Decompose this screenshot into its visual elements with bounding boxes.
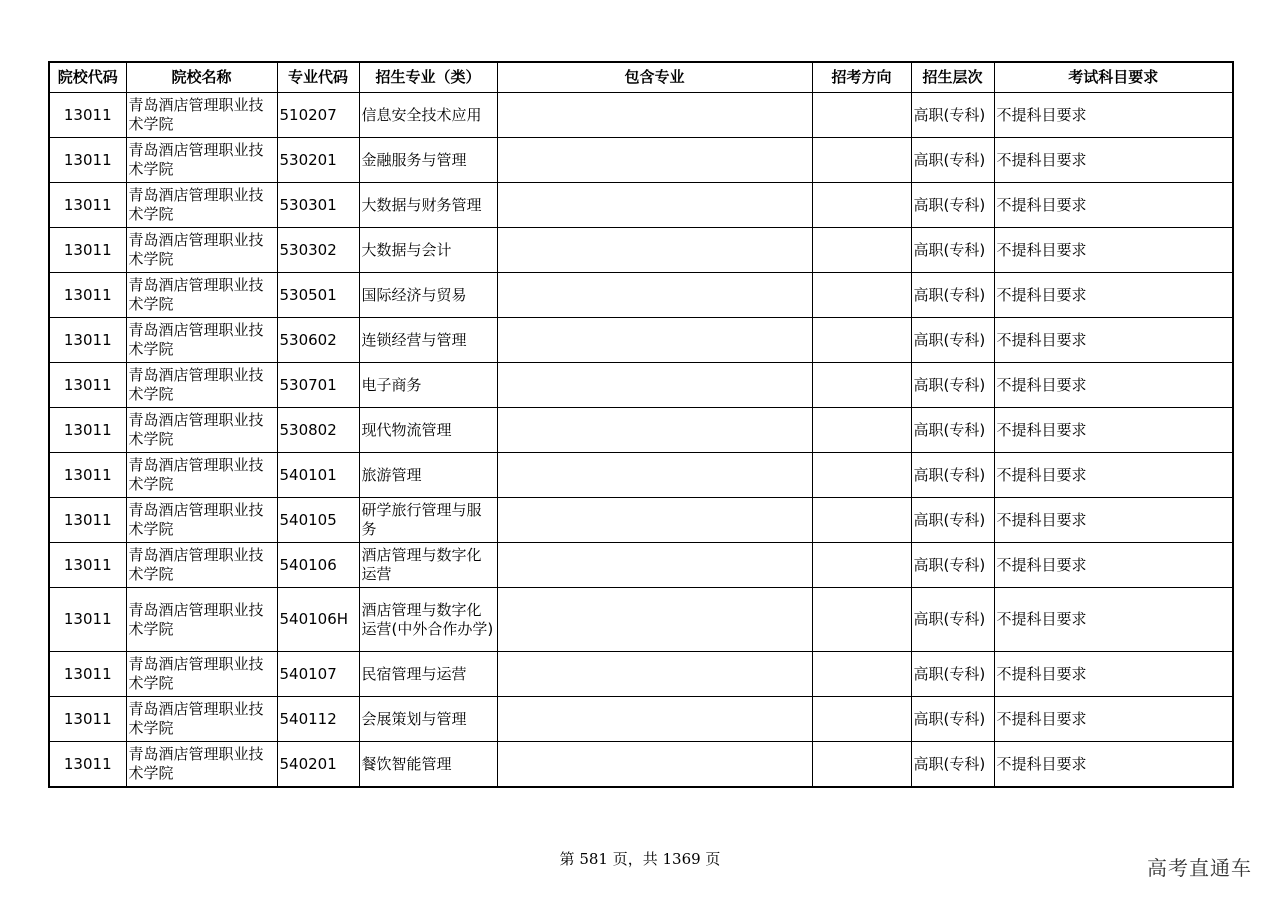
cell-major-code: 530802 <box>277 408 359 453</box>
table-row <box>49 318 1233 363</box>
cell-school-name: 青岛酒店管理职业技术学院 <box>126 363 277 408</box>
cell-level: 高职(专科) <box>911 228 994 273</box>
cell-school-code: 13011 <box>49 543 126 588</box>
cell-included <box>497 697 812 742</box>
cell-included <box>497 138 812 183</box>
cell-school-code: 13011 <box>49 652 126 697</box>
cell-major: 国际经济与贸易 <box>359 273 497 318</box>
cell-direction <box>812 697 911 742</box>
cell-requirement: 不提科目要求 <box>994 363 1233 408</box>
header-direction: 招考方向 <box>812 62 911 93</box>
cell-included <box>497 588 812 652</box>
header-included: 包含专业 <box>497 62 812 93</box>
cell-school-code: 13011 <box>49 183 126 228</box>
cell-major: 餐饮智能管理 <box>359 742 497 788</box>
cell-requirement: 不提科目要求 <box>994 453 1233 498</box>
table-row <box>49 453 1233 498</box>
table-row <box>49 273 1233 318</box>
header-school-code: 院校代码 <box>49 62 126 93</box>
table-row <box>49 138 1233 183</box>
cell-included <box>497 363 812 408</box>
header-school-name: 院校名称 <box>126 62 277 93</box>
cell-school-name: 青岛酒店管理职业技术学院 <box>126 498 277 543</box>
cell-level: 高职(专科) <box>911 93 994 138</box>
header-major-code: 专业代码 <box>277 62 359 93</box>
cell-major-code: 540106H <box>277 588 359 652</box>
cell-level: 高职(专科) <box>911 318 994 363</box>
cell-direction <box>812 652 911 697</box>
cell-requirement: 不提科目要求 <box>994 318 1233 363</box>
cell-major: 信息安全技术应用 <box>359 93 497 138</box>
table-row <box>49 697 1233 742</box>
cell-major-code: 540101 <box>277 453 359 498</box>
cell-school-code: 13011 <box>49 453 126 498</box>
cell-major: 连锁经营与管理 <box>359 318 497 363</box>
cell-school-name: 青岛酒店管理职业技术学院 <box>126 228 277 273</box>
table-row <box>49 183 1233 228</box>
cell-included <box>497 408 812 453</box>
cell-school-name: 青岛酒店管理职业技术学院 <box>126 93 277 138</box>
table-row <box>49 742 1233 788</box>
table-row <box>49 408 1233 453</box>
cell-level: 高职(专科) <box>911 363 994 408</box>
admissions-table <box>48 61 1234 788</box>
cell-requirement: 不提科目要求 <box>994 588 1233 652</box>
cell-included <box>497 93 812 138</box>
cell-major-code: 530301 <box>277 183 359 228</box>
cell-direction <box>812 408 911 453</box>
cell-requirement: 不提科目要求 <box>994 742 1233 788</box>
cell-requirement: 不提科目要求 <box>994 697 1233 742</box>
cell-level: 高职(专科) <box>911 498 994 543</box>
cell-direction <box>812 588 911 652</box>
cell-included <box>497 318 812 363</box>
cell-level: 高职(专科) <box>911 588 994 652</box>
cell-major: 大数据与财务管理 <box>359 183 497 228</box>
cell-direction <box>812 93 911 138</box>
table-row <box>49 363 1233 408</box>
cell-major-code: 540107 <box>277 652 359 697</box>
cell-school-code: 13011 <box>49 273 126 318</box>
cell-school-code: 13011 <box>49 318 126 363</box>
cell-school-name: 青岛酒店管理职业技术学院 <box>126 742 277 788</box>
cell-school-code: 13011 <box>49 138 126 183</box>
header-level: 招生层次 <box>911 62 994 93</box>
cell-major-code: 530501 <box>277 273 359 318</box>
table-row <box>49 93 1233 138</box>
cell-major-code: 540112 <box>277 697 359 742</box>
cell-requirement: 不提科目要求 <box>994 498 1233 543</box>
cell-requirement: 不提科目要求 <box>994 543 1233 588</box>
cell-requirement: 不提科目要求 <box>994 138 1233 183</box>
cell-included <box>497 742 812 788</box>
cell-school-name: 青岛酒店管理职业技术学院 <box>126 697 277 742</box>
cell-school-code: 13011 <box>49 742 126 788</box>
cell-direction <box>812 318 911 363</box>
cell-school-name: 青岛酒店管理职业技术学院 <box>126 183 277 228</box>
cell-major-code: 530701 <box>277 363 359 408</box>
cell-direction <box>812 498 911 543</box>
cell-level: 高职(专科) <box>911 183 994 228</box>
cell-school-name: 青岛酒店管理职业技术学院 <box>126 453 277 498</box>
cell-major-code: 530201 <box>277 138 359 183</box>
cell-major: 民宿管理与运营 <box>359 652 497 697</box>
cell-school-code: 13011 <box>49 228 126 273</box>
cell-requirement: 不提科目要求 <box>994 273 1233 318</box>
cell-major-code: 510207 <box>277 93 359 138</box>
cell-school-name: 青岛酒店管理职业技术学院 <box>126 588 277 652</box>
cell-major: 电子商务 <box>359 363 497 408</box>
cell-major: 酒店管理与数字化运营 <box>359 543 497 588</box>
cell-school-code: 13011 <box>49 93 126 138</box>
cell-major: 研学旅行管理与服务 <box>359 498 497 543</box>
cell-school-name: 青岛酒店管理职业技术学院 <box>126 138 277 183</box>
cell-included <box>497 273 812 318</box>
cell-level: 高职(专科) <box>911 543 994 588</box>
cell-level: 高职(专科) <box>911 453 994 498</box>
header-requirement: 考试科目要求 <box>994 62 1233 93</box>
cell-major: 金融服务与管理 <box>359 138 497 183</box>
page-footer: 第 581 页，共 1369 页 <box>559 850 721 868</box>
cell-direction <box>812 742 911 788</box>
cell-school-name: 青岛酒店管理职业技术学院 <box>126 273 277 318</box>
table-row <box>49 498 1233 543</box>
cell-requirement: 不提科目要求 <box>994 228 1233 273</box>
cell-included <box>497 183 812 228</box>
cell-school-code: 13011 <box>49 588 126 652</box>
cell-major-code: 540106 <box>277 543 359 588</box>
cell-school-name: 青岛酒店管理职业技术学院 <box>126 652 277 697</box>
cell-included <box>497 498 812 543</box>
cell-direction <box>812 363 911 408</box>
header-major: 招生专业（类） <box>359 62 497 93</box>
table-row <box>49 652 1233 697</box>
cell-level: 高职(专科) <box>911 273 994 318</box>
cell-included <box>497 543 812 588</box>
table-row <box>49 228 1233 273</box>
cell-major: 会展策划与管理 <box>359 697 497 742</box>
cell-included <box>497 453 812 498</box>
cell-included <box>497 228 812 273</box>
cell-direction <box>812 273 911 318</box>
cell-direction <box>812 228 911 273</box>
cell-school-code: 13011 <box>49 408 126 453</box>
cell-major: 酒店管理与数字化运营(中外合作办学) <box>359 588 497 652</box>
cell-major-code: 530602 <box>277 318 359 363</box>
cell-school-name: 青岛酒店管理职业技术学院 <box>126 543 277 588</box>
cell-major: 现代物流管理 <box>359 408 497 453</box>
watermark-text: 高考直通车 <box>1147 856 1252 880</box>
cell-major-code: 540105 <box>277 498 359 543</box>
cell-direction <box>812 138 911 183</box>
cell-major: 大数据与会计 <box>359 228 497 273</box>
cell-level: 高职(专科) <box>911 742 994 788</box>
cell-school-code: 13011 <box>49 697 126 742</box>
table-row <box>49 543 1233 588</box>
cell-requirement: 不提科目要求 <box>994 93 1233 138</box>
cell-level: 高职(专科) <box>911 652 994 697</box>
cell-requirement: 不提科目要求 <box>994 652 1233 697</box>
cell-major: 旅游管理 <box>359 453 497 498</box>
cell-direction <box>812 453 911 498</box>
cell-direction <box>812 543 911 588</box>
cell-school-code: 13011 <box>49 363 126 408</box>
cell-included <box>497 652 812 697</box>
cell-school-code: 13011 <box>49 498 126 543</box>
header-row <box>49 62 1233 93</box>
cell-school-name: 青岛酒店管理职业技术学院 <box>126 408 277 453</box>
table-row <box>49 588 1233 652</box>
cell-level: 高职(专科) <box>911 408 994 453</box>
cell-requirement: 不提科目要求 <box>994 183 1233 228</box>
cell-major-code: 530302 <box>277 228 359 273</box>
cell-major-code: 540201 <box>277 742 359 788</box>
cell-level: 高职(专科) <box>911 138 994 183</box>
cell-level: 高职(专科) <box>911 697 994 742</box>
cell-requirement: 不提科目要求 <box>994 408 1233 453</box>
cell-school-name: 青岛酒店管理职业技术学院 <box>126 318 277 363</box>
cell-direction <box>812 183 911 228</box>
